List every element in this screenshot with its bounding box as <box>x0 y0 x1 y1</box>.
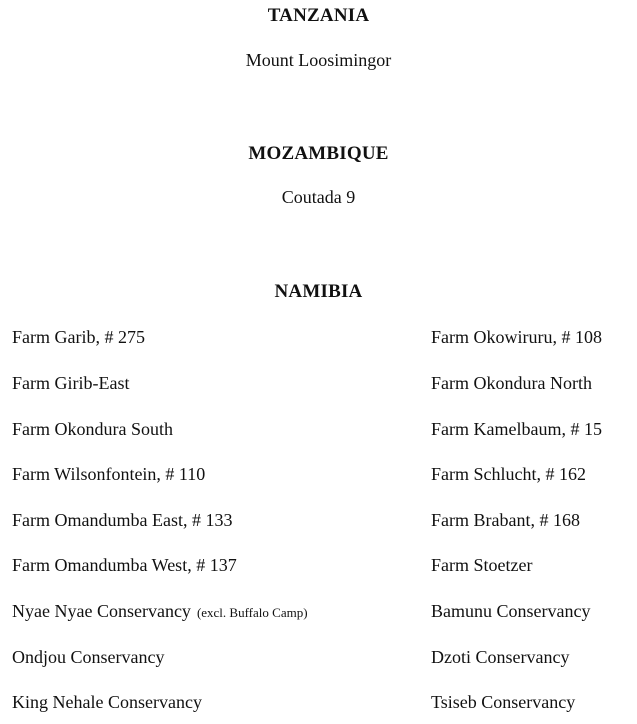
area-list-item: Farm Schlucht, # 162 <box>431 464 586 484</box>
heading-tanzania: TANZANIA <box>267 5 370 26</box>
heading-namibia: NAMIBIA <box>274 281 363 302</box>
area-list-item: Farm Kamelbaum, # 15 <box>431 419 602 439</box>
area-name: Nyae Nyae Conservancy <box>12 601 191 621</box>
area-list-item: Farm Omandumba West, # 137 <box>12 555 237 575</box>
area-list-item: King Nehale Conservancy <box>12 692 202 712</box>
area-list-item: Farm Garib, # 275 <box>12 327 145 347</box>
area-coutada-9: Coutada 9 <box>281 187 356 207</box>
heading-mozambique: MOZAMBIQUE <box>248 143 389 164</box>
area-list-item: Dzoti Conservancy <box>431 647 570 667</box>
area-list-item: Bamunu Conservancy <box>431 601 591 621</box>
area-list-item: Farm Girib-East <box>12 373 130 393</box>
area-list-item: Farm Wilsonfontein, # 110 <box>12 464 206 484</box>
area-list-item <box>12 601 308 622</box>
area-list-item: Farm Okondura South <box>12 419 173 439</box>
area-list-item: Ondjou Conservancy <box>12 647 165 667</box>
area-list-item: Farm Brabant, # 168 <box>431 510 580 530</box>
area-note: (excl. Buffalo Camp) <box>196 605 308 620</box>
area-mount-loosimingor: Mount Loosimingor <box>245 50 392 70</box>
area-list-item: Tsiseb Conservancy <box>431 692 576 712</box>
area-list-item: Farm Okowiruru, # 108 <box>431 327 602 347</box>
area-list-item: Farm Stoetzer <box>431 555 533 575</box>
area-list-item: Farm Okondura North <box>431 373 592 393</box>
area-list-item: Farm Omandumba East, # 133 <box>12 510 233 530</box>
